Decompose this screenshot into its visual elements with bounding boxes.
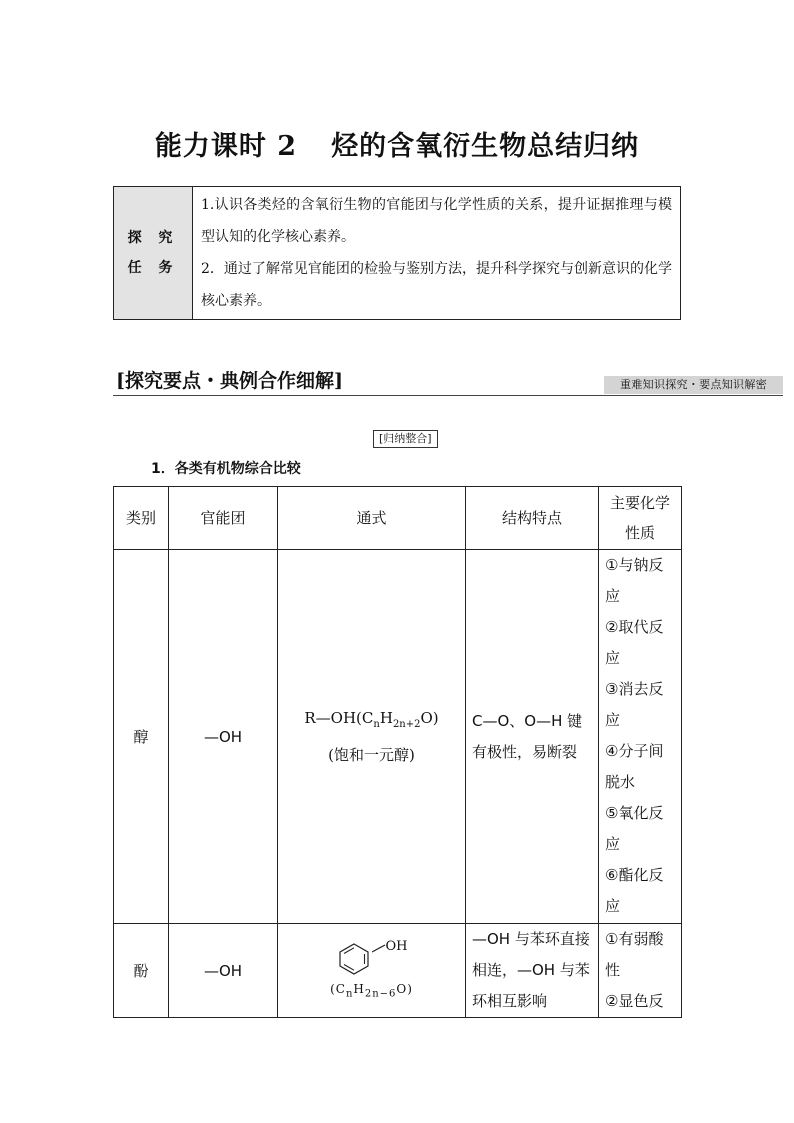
cell-props: ①与钠反应 ②取代反应 ③消去反应 ④分子间脱水 ⑤氧化反应 ⑥酯化反应 (599, 550, 682, 924)
header-category: 类别 (114, 487, 169, 550)
comparison-table (113, 486, 682, 1018)
header-formula: 通式 (278, 487, 466, 550)
phenol-structure: OH (336, 942, 408, 976)
table-header-row (114, 487, 682, 550)
section-divider (113, 395, 783, 396)
cell-structure: —OH 与苯环直接相连，—OH 与苯环相互影响 (466, 924, 599, 1018)
cell-category: 醇 (114, 550, 169, 924)
cell-formula: OH $(C_nH_{2n-6}O)$ (278, 924, 466, 1018)
cell-structure: C—O、O—H 键有极性，易断裂 (466, 550, 599, 924)
summary-tag: [归纳整合] (373, 430, 438, 448)
cell-category: 酚 (114, 924, 169, 1018)
bond-line (372, 942, 386, 976)
task-item-2: 2．通过了解常见官能团的检验与鉴别方法，提升科学探究与创新意识的化学核心素养。 (201, 261, 672, 309)
cell-formula: $R—OH(C_nH_{2n+2}O)$ (饱和一元醇) (278, 550, 466, 924)
task-item-1: 1.认识各类烃的含氧衍生物的官能团与化学性质的关系，提升证据推理与模型认知的化学核心素养。 (201, 197, 672, 245)
task-label: 探 究 任 务 (114, 187, 193, 320)
task-box (113, 186, 681, 320)
table-row (114, 550, 682, 924)
header-props: 主要化学 性质 (599, 487, 682, 550)
header-structure: 结构特点 (466, 487, 599, 550)
table-row (114, 924, 682, 1018)
cell-group: —OH (169, 550, 278, 924)
cell-props: ①有弱酸性 ②显色反 (599, 924, 682, 1018)
title-lesson: 能力课时 2 (154, 131, 298, 162)
benzene-ring-icon (336, 942, 372, 976)
header-group: 官能团 (169, 487, 278, 550)
task-content (193, 187, 681, 320)
section-heading: [探究要点・典例合作细解] (116, 370, 343, 392)
title-topic: 烃的含氧衍生物总结归纳 (331, 131, 640, 162)
section-badge: 重难知识探究・要点知识解密 (604, 376, 783, 394)
cell-group: —OH (169, 924, 278, 1018)
page-title (0, 124, 794, 163)
subheading: 1．各类有机物综合比较 (151, 461, 301, 477)
